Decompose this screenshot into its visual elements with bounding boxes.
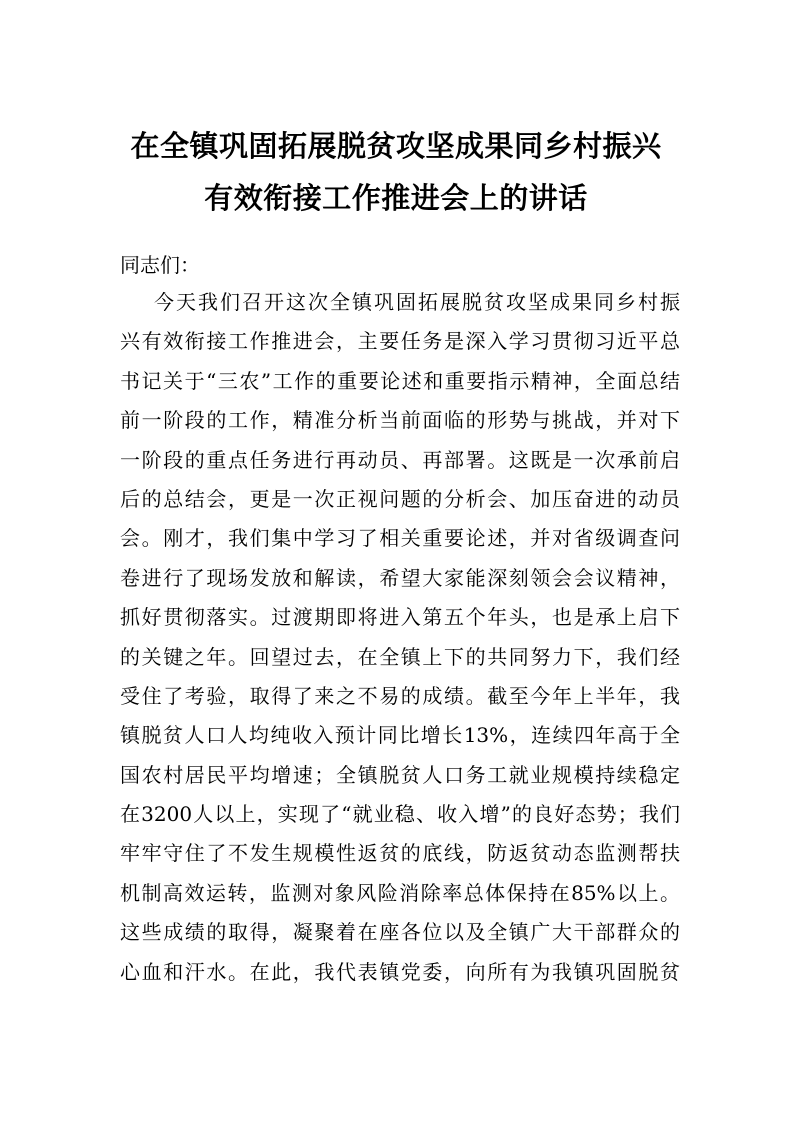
- body-line: 会。刚才，我们集中学习了相关重要论述，并对省级调查问: [120, 526, 680, 551]
- body-line: 机制高效运转，监测对象风险消除率总体保持在85%以上。: [120, 880, 680, 905]
- body-line: 今天我们召开这次全镇巩固拓展脱贫攻坚成果同乡村振: [154, 290, 680, 314]
- body-line: 一阶段的重点任务进行再动员、再部署。这既是一次承前启: [120, 447, 680, 472]
- body-line: 国农村居民平均增速；全镇脱贫人口务工就业规模持续稳定: [120, 762, 680, 787]
- body-line: 后的总结会，更是一次正视问题的分析会、加压奋进的动员: [120, 486, 680, 511]
- body-line: 兴有效衔接工作推进会，主要任务是深入学习贯彻习近平总: [120, 329, 680, 354]
- body-line: 前一阶段的工作，精准分析当前面临的形势与挑战，并对下: [120, 408, 680, 433]
- salutation: 同志们：: [120, 253, 200, 277]
- body-line: 心血和汗水。在此，我代表镇党委，向所有为我镇巩固脱贫: [120, 959, 680, 984]
- body-line: 的关键之年。回望过去，在全镇上下的共同努力下，我们经: [120, 644, 680, 669]
- body-paragraph: [120, 283, 680, 992]
- document-title: [96, 120, 696, 224]
- body-line: 镇脱贫人口人均纯收入预计同比增长13%，连续四年高于全: [120, 723, 680, 748]
- body-line: 抓好贯彻落实。过渡期即将进入第五个年头，也是承上启下: [120, 605, 680, 630]
- body-line: 这些成绩的取得，凝聚着在座各位以及全镇广大干部群众的: [120, 920, 680, 945]
- body-line: 卷进行了现场发放和解读，希望大家能深刻领会会议精神，: [120, 565, 680, 590]
- body-line: 受住了考验，取得了来之不易的成绩。截至今年上半年，我: [120, 683, 680, 708]
- title-line-1: 在全镇巩固拓展脱贫攻坚成果同乡村振兴: [130, 129, 662, 163]
- body-line: 牢牢守住了不发生规模性返贫的底线，防返贫动态监测帮扶: [120, 841, 680, 866]
- title-line-2: 有效衔接工作推进会上的讲话: [204, 181, 588, 215]
- body-line: 在3200人以上，实现了“就业稳、收入增”的良好态势；我们: [120, 802, 680, 827]
- body-line: 书记关于“三农”工作的重要论述和重要指示精神，全面总结: [120, 368, 680, 393]
